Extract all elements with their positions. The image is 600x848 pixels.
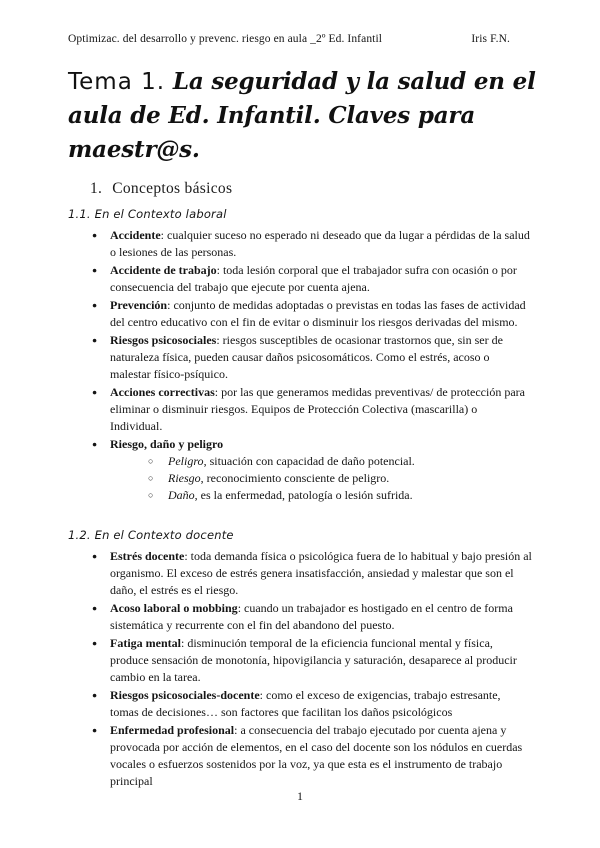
list-item (90, 227, 532, 261)
definition-text: : por las que generamos medidas preventivas/ de protección para eliminar o disminuir riesgos. Equipos de Protección Colectiva (mascarilla) o Individual. (110, 385, 525, 433)
section-number: 1. (90, 180, 103, 197)
definition-text: : cuando un trabajador es hostigado en el centro de forma sistemática y recurrente con el fin del abandono del puesto. (110, 601, 513, 632)
term-bold: Fatiga mental (110, 636, 181, 650)
bullet-list-contexto-docente (68, 548, 532, 790)
term-bold: Riesgo, daño y peligro (110, 437, 224, 451)
sub-list-item (148, 487, 532, 504)
list-item (90, 635, 532, 686)
header-author: Iris F.N. (471, 33, 510, 45)
definition-text: : como el exceso de exigencias, trabajo estresante, tomas de decisiones… son factores que facilitan los daños psicológicos (110, 688, 501, 719)
sub-definition-text: , reconocimiento consciente de peligro. (200, 471, 390, 485)
term-bold: Acciones correctivas (110, 385, 215, 399)
sub-list (110, 453, 532, 504)
lead-italic: Peligro (168, 454, 204, 468)
title-prefix: Tema 1. (68, 69, 166, 95)
page-number: 1 (297, 789, 303, 803)
definition-text: : a consecuencia del trabajo ejecutado por cuenta ajena y provocada por acción de elementos, en el caso del docente son los nódulos en cuerdas vocales o esfuerzos sostenidos por la voz, ya que esta es el instrumento de trabajo principal (110, 723, 523, 788)
list-item (90, 548, 532, 599)
list-item (90, 600, 532, 634)
definition-text: : toda demanda física o psicológica fuera de lo habitual y bajo presión al organismo. El exceso de estrés genera insatisfacción, ansiedad y malestar que son el daño, el estrés es el riesgo. (110, 549, 532, 597)
term-bold: Accidente de trabajo (110, 263, 217, 277)
lead-italic: Daño (168, 488, 195, 502)
term-bold: Estrés docente (110, 549, 185, 563)
definition-text: : conjunto de medidas adoptadas o previstas en todas las fases de actividad del centro educativo con el fin de evitar o disminuir los riesgos derivadas del mismo. (110, 298, 526, 329)
subsection-heading-contexto-laboral: 1.1. En el Contexto laboral (68, 207, 227, 221)
header-course-title: Optimizac. del desarrollo y prevenc. riesgo en aula _2º Ed. Infantil (68, 33, 383, 45)
sub-list-item (148, 453, 532, 470)
definition-text: : riesgos susceptibles de ocasionar trastornos que, sin ser de naturaleza física, pueden causar daños psicosomáticos. Como el estrés, acoso o malestar físico-psíquico. (110, 333, 503, 381)
section-label: Conceptos básicos (112, 180, 233, 197)
term-bold: Acoso laboral o mobbing (110, 601, 238, 615)
section-heading-conceptos-basicos (68, 180, 532, 198)
definition-text: : disminución temporal de la eficiencia funcional mental y física, produce sensación de monotonía, hipovigilancia y saturación, desaparece al producir cambio en la tarea. (110, 636, 517, 684)
title-script: La seguridad y la salud en el aula de Ed. Infantil. Claves para maestr@s. (68, 68, 536, 163)
list-item (90, 436, 532, 504)
definition-text: : toda lesión corporal que el trabajador sufra con ocasión o por consecuencia del trabajo que ejecute por cuenta ajena. (110, 263, 517, 294)
list-item (90, 332, 532, 383)
term-bold: Prevención (110, 298, 168, 312)
document-header (68, 33, 532, 45)
sub-list-item (148, 470, 532, 487)
term-bold: Accidente (110, 228, 161, 242)
list-item (90, 687, 532, 721)
list-item (90, 262, 532, 296)
definition-text: : cualquier suceso no esperado ni deseado que da lugar a pérdidas de la salud o lesiones de las personas. (110, 228, 530, 259)
term-bold: Riesgos psicosociales (110, 333, 217, 347)
list-item (90, 722, 532, 790)
page-title (68, 65, 568, 167)
term-bold: Riesgos psicosociales-docente (110, 688, 260, 702)
lead-italic: Riesgo (168, 471, 201, 485)
list-item (90, 384, 532, 435)
subsection-heading-contexto-docente: 1.2. En el Contexto docente (68, 528, 234, 542)
sub-definition-text: , situación con capacidad de daño potencial. (203, 454, 415, 468)
bullet-list-contexto-laboral (68, 227, 532, 504)
sub-definition-text: , es la enfermedad, patología o lesión sufrida. (194, 488, 413, 502)
list-item (90, 297, 532, 331)
term-bold: Enfermedad profesional (110, 723, 235, 737)
